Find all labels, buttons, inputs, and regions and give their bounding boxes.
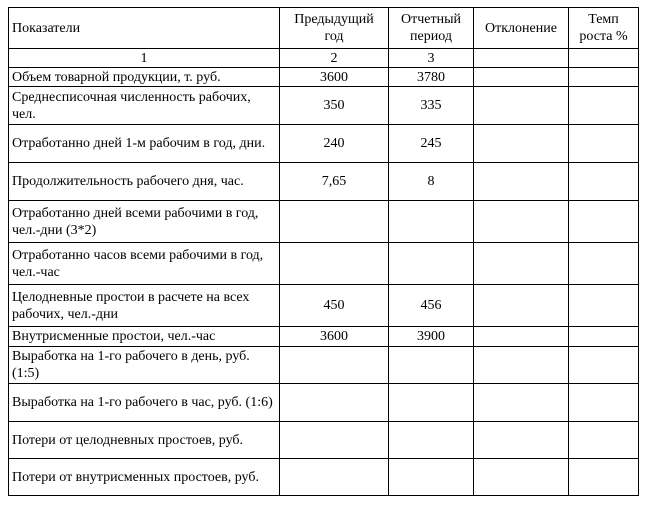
row-label: Потери от внутрисменных простоев, руб. xyxy=(9,459,280,496)
cell-growth-rate xyxy=(569,87,639,125)
table-row xyxy=(9,201,639,243)
cell-deviation xyxy=(474,285,569,327)
row-label: Среднесписочная численность рабочих, чел. xyxy=(9,87,280,125)
cell-deviation xyxy=(474,87,569,125)
cell-reporting-period xyxy=(389,201,474,243)
header-previous-year: Предыдущий год xyxy=(280,8,389,49)
cell-growth-rate xyxy=(569,163,639,201)
cell-deviation xyxy=(474,327,569,347)
cell-deviation xyxy=(474,422,569,459)
table-row xyxy=(9,384,639,422)
cell-reporting-period: 3900 xyxy=(389,327,474,347)
table-row xyxy=(9,327,639,347)
header-deviation: Отклонение xyxy=(474,8,569,49)
column-number: 1 xyxy=(9,49,280,68)
cell-reporting-period: 3780 xyxy=(389,68,474,87)
table-row xyxy=(9,125,639,163)
cell-previous-year xyxy=(280,459,389,496)
header-reporting-period: Отчетный период xyxy=(389,8,474,49)
cell-reporting-period: 245 xyxy=(389,125,474,163)
cell-growth-rate xyxy=(569,422,639,459)
cell-previous-year xyxy=(280,347,389,384)
cell-growth-rate xyxy=(569,243,639,285)
column-number: 3 xyxy=(389,49,474,68)
cell-deviation xyxy=(474,163,569,201)
column-number: 2 xyxy=(280,49,389,68)
cell-previous-year xyxy=(280,422,389,459)
cell-previous-year xyxy=(280,384,389,422)
cell-reporting-period xyxy=(389,459,474,496)
column-number xyxy=(569,49,639,68)
cell-growth-rate xyxy=(569,285,639,327)
cell-deviation xyxy=(474,243,569,285)
cell-deviation xyxy=(474,347,569,384)
cell-deviation xyxy=(474,201,569,243)
indicators-table xyxy=(8,7,639,496)
header-indicators: Показатели xyxy=(9,8,280,49)
table-row xyxy=(9,459,639,496)
cell-previous-year: 450 xyxy=(280,285,389,327)
row-label: Целодневные простои в расчете на всех рабочих, чел.-дни xyxy=(9,285,280,327)
cell-reporting-period: 335 xyxy=(389,87,474,125)
column-number xyxy=(474,49,569,68)
row-label: Объем товарной продукции, т. руб. xyxy=(9,68,280,87)
table-row xyxy=(9,422,639,459)
row-label: Продолжительность рабочего дня, час. xyxy=(9,163,280,201)
cell-growth-rate xyxy=(569,347,639,384)
cell-reporting-period: 456 xyxy=(389,285,474,327)
table-body xyxy=(9,8,639,496)
cell-previous-year: 240 xyxy=(280,125,389,163)
cell-reporting-period: 8 xyxy=(389,163,474,201)
table-row xyxy=(9,347,639,384)
header-growth-rate: Темп роста % xyxy=(569,8,639,49)
cell-growth-rate xyxy=(569,384,639,422)
cell-reporting-period xyxy=(389,422,474,459)
table-row xyxy=(9,243,639,285)
cell-growth-rate xyxy=(569,201,639,243)
table-row xyxy=(9,68,639,87)
row-label: Внутрисменные простои, чел.-час xyxy=(9,327,280,347)
header-row xyxy=(9,8,639,49)
cell-previous-year: 3600 xyxy=(280,68,389,87)
table-row xyxy=(9,87,639,125)
table-row xyxy=(9,285,639,327)
cell-previous-year xyxy=(280,201,389,243)
cell-growth-rate xyxy=(569,125,639,163)
cell-growth-rate xyxy=(569,459,639,496)
row-label: Выработка на 1-го рабочего в час, руб. (1:6) xyxy=(9,384,280,422)
cell-previous-year: 350 xyxy=(280,87,389,125)
table-row xyxy=(9,163,639,201)
row-label: Выработка на 1-го рабочего в день, руб. (1:5) xyxy=(9,347,280,384)
cell-growth-rate xyxy=(569,68,639,87)
row-label: Потери от целодневных простоев, руб. xyxy=(9,422,280,459)
cell-growth-rate xyxy=(569,327,639,347)
cell-reporting-period xyxy=(389,347,474,384)
cell-reporting-period xyxy=(389,243,474,285)
cell-deviation xyxy=(474,68,569,87)
cell-deviation xyxy=(474,384,569,422)
cell-deviation xyxy=(474,459,569,496)
row-label: Отработанно дней всеми рабочими в год, чел.-дни (3*2) xyxy=(9,201,280,243)
column-numbers-row xyxy=(9,49,639,68)
cell-reporting-period xyxy=(389,384,474,422)
cell-previous-year: 3600 xyxy=(280,327,389,347)
cell-previous-year xyxy=(280,243,389,285)
row-label: Отработанно дней 1-м рабочим в год, дни. xyxy=(9,125,280,163)
cell-deviation xyxy=(474,125,569,163)
row-label: Отработанно часов всеми рабочими в год, чел.-час xyxy=(9,243,280,285)
cell-previous-year: 7,65 xyxy=(280,163,389,201)
